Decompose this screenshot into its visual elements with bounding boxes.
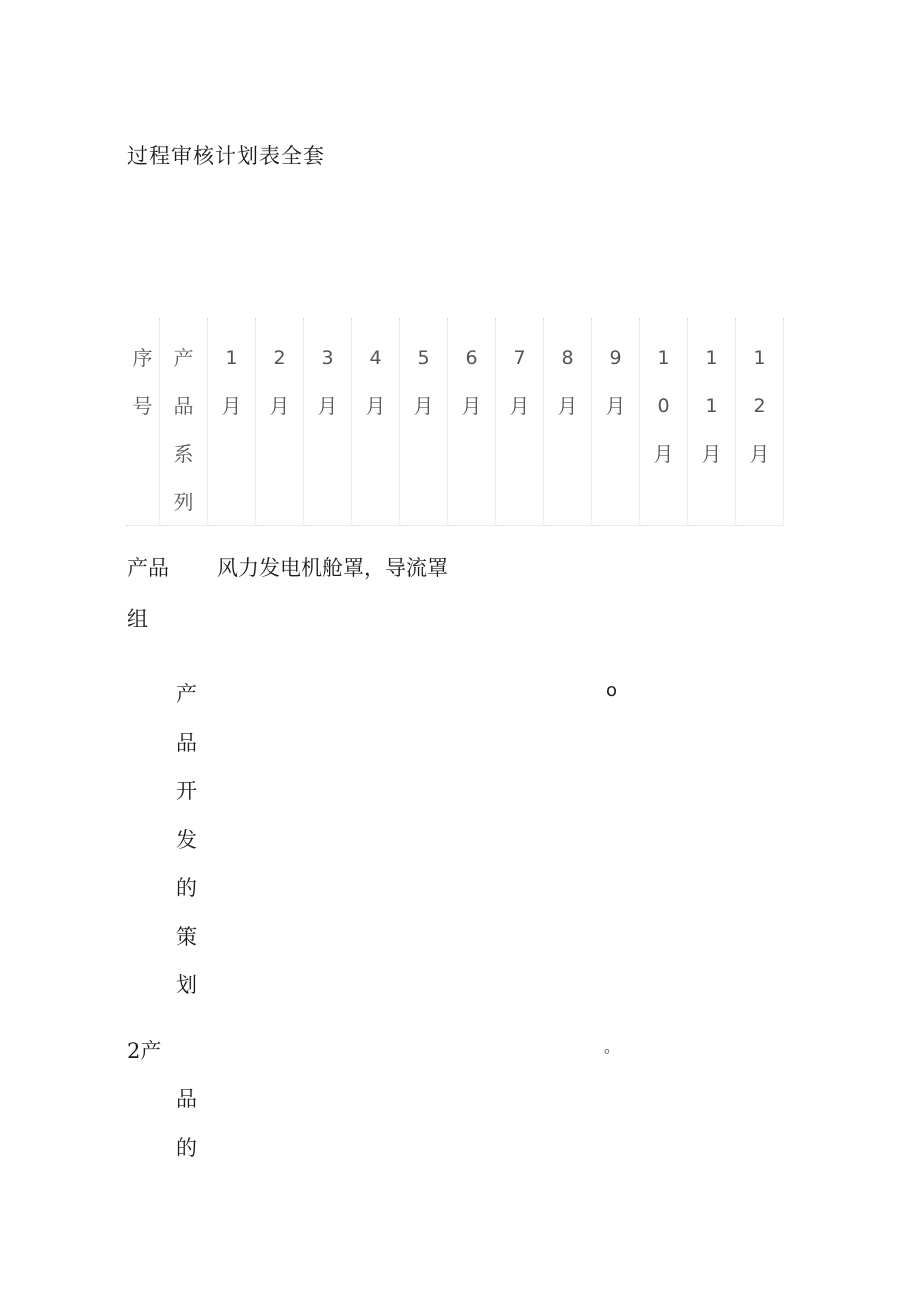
vertical-char: 的 (176, 1135, 197, 1160)
document-title: 过程审核计划表全套 (127, 144, 325, 168)
header-column-7 (400, 318, 448, 526)
header-cell: 系 (173, 442, 194, 466)
header-cell: 月 (269, 394, 290, 418)
header-cell: 2 (753, 395, 766, 417)
header-cell: 月 (413, 394, 434, 418)
header-cell: 7 (513, 347, 526, 369)
header-column-12 (640, 318, 688, 526)
section1-mark: o (606, 680, 618, 701)
header-cell: 月 (557, 394, 578, 418)
header-cell: 列 (173, 490, 194, 514)
header-cell: 月 (317, 394, 338, 418)
header-column-13 (688, 318, 736, 526)
header-column-9 (496, 318, 544, 526)
header-cell: 品 (173, 394, 194, 418)
header-column-8 (448, 318, 496, 526)
header-cell: 月 (701, 442, 722, 466)
header-cell: 9 (609, 347, 622, 369)
header-cell: 2 (273, 347, 286, 369)
section2-heading-prefix: 2产 (127, 1039, 162, 1063)
header-cell: 月 (653, 442, 674, 466)
month-header-table (126, 318, 782, 526)
header-cell: 1 (225, 347, 238, 369)
header-cell: 月 (461, 394, 482, 418)
vertical-char: 发 (176, 827, 197, 852)
header-cell: 月 (365, 394, 386, 418)
header-column-14 (736, 318, 784, 526)
header-cell: 1 (753, 347, 766, 369)
header-cell: 产 (173, 346, 194, 370)
header-cell: 4 (369, 347, 382, 369)
header-cell: 6 (465, 347, 478, 369)
vertical-char: 划 (176, 973, 197, 997)
vertical-char: 的 (176, 876, 197, 900)
header-cell: 0 (657, 395, 670, 417)
header-cell: 1 (657, 347, 670, 369)
product-group-value: 风力发电机舱罩，导流罩 (217, 556, 448, 580)
header-column-5 (304, 318, 352, 526)
section1-heading (176, 679, 197, 1019)
header-cell: 1 (705, 395, 718, 417)
section2-mark: 。 (604, 1037, 621, 1056)
header-cell: 月 (509, 394, 530, 418)
header-cell: 月 (749, 442, 770, 466)
product-group-label: 产品 (127, 556, 169, 580)
vertical-char: 品 (176, 730, 197, 755)
header-column-3 (208, 318, 256, 526)
vertical-char: 产 (176, 682, 197, 706)
header-cell: 序 (132, 346, 153, 370)
header-column-6 (352, 318, 400, 526)
header-cell: 5 (417, 347, 430, 369)
header-column-4 (256, 318, 304, 526)
header-column-10 (544, 318, 592, 526)
header-cell: 月 (221, 394, 242, 418)
header-cell: 1 (705, 347, 718, 369)
header-cell: 月 (605, 394, 626, 418)
header-column-11 (592, 318, 640, 526)
header-cell: 8 (561, 347, 574, 369)
vertical-char: 开 (176, 779, 197, 803)
section2-heading (176, 1084, 197, 1181)
header-column-2 (160, 318, 208, 526)
header-cell: 3 (321, 347, 334, 369)
vertical-char: 策 (176, 924, 197, 949)
header-column-1 (126, 318, 160, 526)
vertical-char: 品 (176, 1087, 197, 1111)
header-cell: 号 (132, 394, 153, 418)
product-group-label-cont: 组 (127, 607, 148, 631)
